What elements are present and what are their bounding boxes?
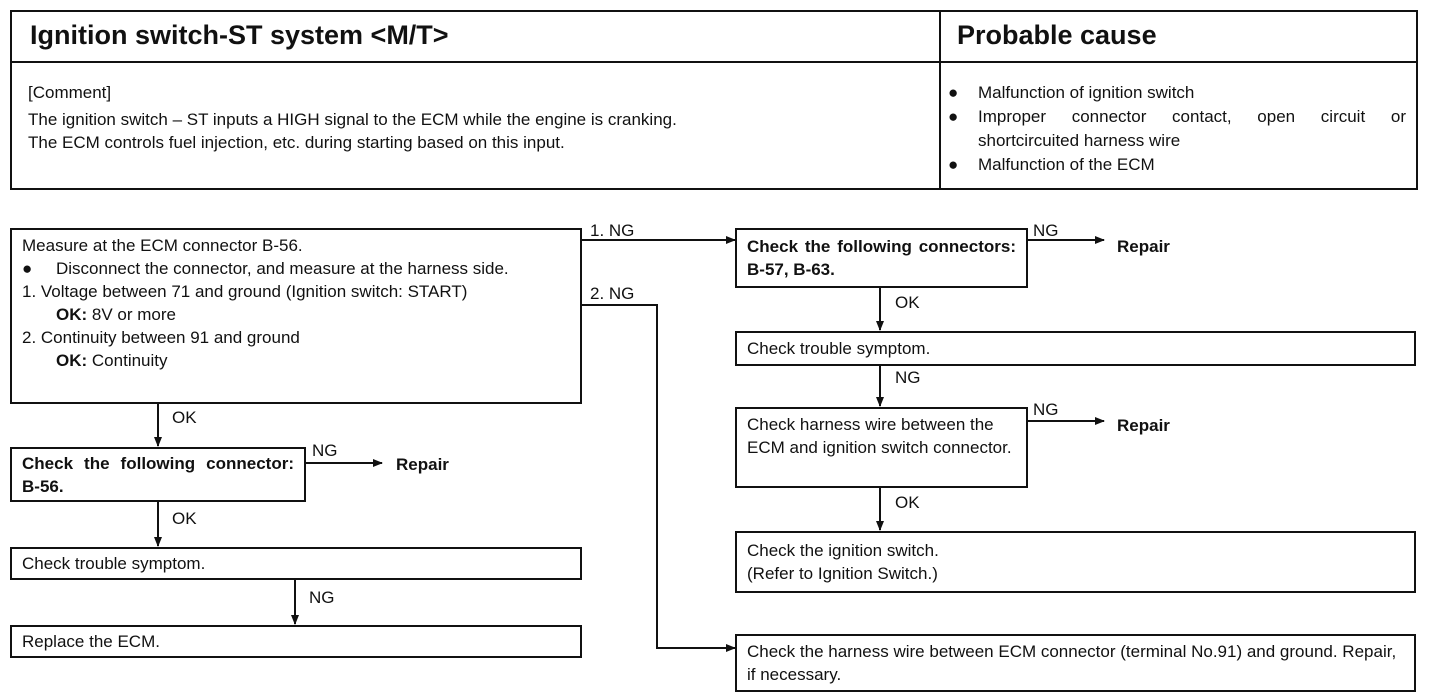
comment-heading: [Comment] [28, 83, 112, 102]
ok-label: OK [895, 493, 920, 512]
ok-label: OK [895, 293, 920, 312]
cause-list [948, 81, 1406, 177]
measure-ok: OK: 8V or more [56, 305, 176, 324]
bullet-icon: ● [948, 155, 959, 174]
repair-label: Repair [396, 455, 449, 474]
bullet-icon: ● [948, 83, 959, 102]
check-trouble-right-box: Check trouble symptom. [735, 331, 1416, 366]
measure-item: 2. Continuity between 91 and ground [22, 328, 300, 347]
measure-box [10, 228, 582, 404]
probable-cause-title: Probable cause [957, 20, 1157, 50]
header-divider-vertical [939, 10, 941, 190]
ng-label: NG [309, 588, 335, 607]
repair-label: Repair [1117, 237, 1170, 256]
cause-item: ● Malfunction of ignition switch [948, 81, 1406, 105]
ng2-label: 2. NG [590, 284, 635, 303]
comment-line: The ECM controls fuel injection, etc. during starting based on this input. [28, 133, 565, 152]
check-trouble-box: Check trouble symptom. [10, 547, 582, 580]
check-connectors-box: Check the following connectors: B-57, B-63. [735, 228, 1028, 288]
check-harness-box: Check harness wire between the ECM and ignition switch connector. [735, 407, 1028, 488]
cause-item: ● Malfunction of the ECM [948, 153, 1406, 177]
ng1-label: 1. NG [590, 221, 635, 240]
ng-label: NG [895, 368, 921, 387]
check-connector-box: Check the following connector: B-56. [10, 447, 306, 502]
check-switch-box: Check the ignition switch. (Refer to Ignition Switch.) [735, 531, 1416, 593]
ok-label: OK [172, 408, 197, 427]
repair-label: Repair [1117, 416, 1170, 435]
header-divider-horizontal [10, 61, 1418, 63]
bullet-icon: ● [948, 107, 959, 126]
page-title: Ignition switch-ST system <M/T> [30, 20, 449, 50]
replace-ecm-box: Replace the ECM. [10, 625, 582, 658]
ng-label: NG [1033, 400, 1059, 419]
ok-label: OK [172, 509, 197, 528]
bullet-icon: ● [22, 259, 33, 278]
measure-item: 1. Voltage between 71 and ground (Ignition switch: START) [22, 282, 468, 301]
comment-line: The ignition switch – ST inputs a HIGH signal to the ECM while the engine is cranking. [28, 110, 677, 129]
measure-bullet: ● Disconnect the connector, and measure at the harness side. [22, 259, 509, 278]
measure-title: Measure at the ECM connector B-56. [22, 236, 303, 255]
ng-label: NG [312, 441, 338, 460]
comment-section [28, 81, 928, 154]
measure-ok: OK: Continuity [56, 351, 168, 370]
check-harness-ground-box: Check the harness wire between ECM connector (terminal No.91) and ground. Repair, if necessary. [735, 634, 1416, 692]
ng-label: NG [1033, 221, 1059, 240]
cause-item: ● Improper connector contact, open circuit or shortcircuited harness wire [948, 105, 1406, 153]
